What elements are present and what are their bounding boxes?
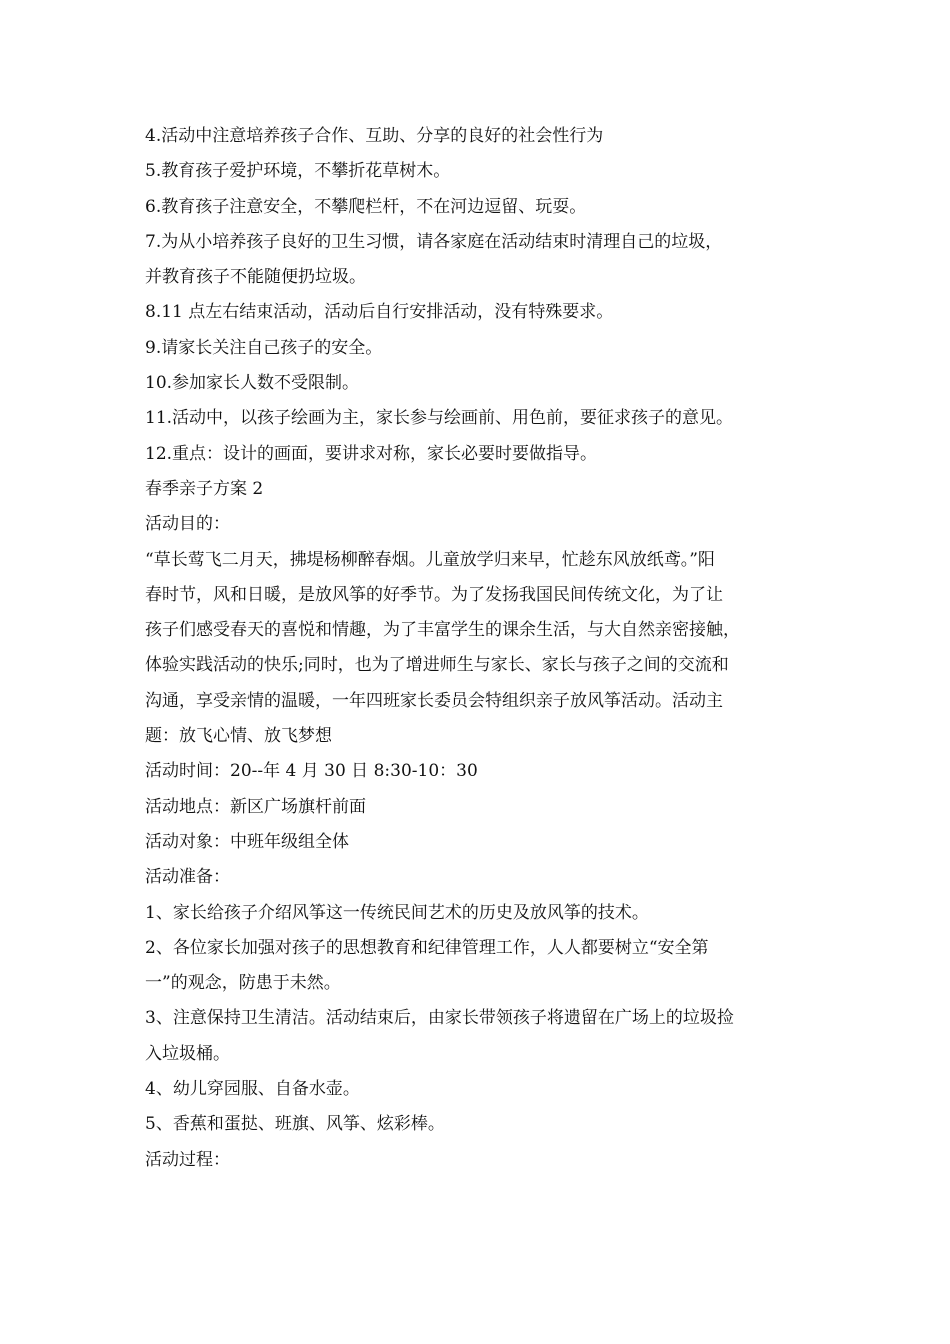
- text-line: 活动对象：中班年级组全体: [145, 831, 349, 852]
- text-line: 体验实践活动的快乐;同时，也为了增进师生与家长、家长与孩子之间的交流和: [145, 655, 729, 676]
- text-line: 孩子们感受春天的喜悦和情趣，为了丰富学生的课余生活，与大自然亲密接触，: [145, 620, 740, 641]
- text-line: 1、家长给孩子介绍风筝这一传统民间艺术的历史及放风筝的技术。: [145, 902, 649, 923]
- document-body: [145, 119, 815, 1178]
- text-line: 入垃圾桶。: [145, 1043, 230, 1064]
- text-line: 春时节，风和日暖，是放风筝的好季节。为了发扬我国民间传统文化，为了让: [145, 584, 723, 605]
- section-heading: 春季亲子方案 2: [145, 478, 264, 499]
- subheading: 活动准备：: [145, 867, 230, 888]
- subheading: 活动目的：: [145, 514, 230, 535]
- text-line: 8.11 点左右结束活动，活动后自行安排活动，没有特殊要求。: [145, 302, 614, 323]
- subheading: 活动过程：: [145, 1149, 230, 1170]
- text-line: 10.参加家长人数不受限制。: [145, 373, 360, 394]
- text-line: 4.活动中注意培养孩子合作、互助、分享的良好的社会性行为: [145, 126, 604, 146]
- text-line: 9.请家长关注自己孩子的安全。: [145, 337, 383, 358]
- text-line: 5、香蕉和蛋挞、班旗、风筝、炫彩棒。: [145, 1114, 445, 1135]
- text-line: 5.教育孩子爱护环境，不攀折花草树木。: [145, 161, 451, 182]
- text-line: 题：放飞心情、放飞梦想: [145, 726, 332, 747]
- text-line: “草长莺飞二月天，拂堤杨柳醉春烟。儿童放学归来早，忙趁东风放纸鸢。”阳: [145, 549, 715, 570]
- text-line: 12.重点：设计的画面，要讲求对称，家长必要时要做指导。: [145, 443, 598, 464]
- text-line: 11.活动中，以孩子绘画为主，家长参与绘画前、用色前，要征求孩子的意见。: [145, 408, 734, 429]
- text-line: 7.为从小培养孩子良好的卫生习惯，请各家庭在活动结束时清理自己的垃圾，: [145, 231, 723, 252]
- text-line: 6.教育孩子注意安全，不攀爬栏杆，不在河边逗留、玩耍。: [145, 196, 587, 217]
- text-line: 2、各位家长加强对孩子的思想教育和纪律管理工作，人人都要树立“安全第: [145, 937, 709, 958]
- text-line: 3、注意保持卫生清洁。活动结束后，由家长带领孩子将遗留在广场上的垃圾捡: [145, 1008, 734, 1029]
- text-line: 沟通，享受亲情的温暖，一年四班家长委员会特组织亲子放风筝活动。活动主: [145, 690, 723, 711]
- text-line: 一”的观念，防患于未然。: [145, 973, 341, 994]
- text-line: 并教育孩子不能随便扔垃圾。: [145, 267, 366, 288]
- text-line: 活动地点：新区广场旗杆前面: [145, 796, 366, 817]
- text-line: 活动时间：20--年 4 月 30 日 8:30-10：30: [145, 761, 478, 782]
- text-line: 4、幼儿穿园服、自备水壶。: [145, 1079, 360, 1100]
